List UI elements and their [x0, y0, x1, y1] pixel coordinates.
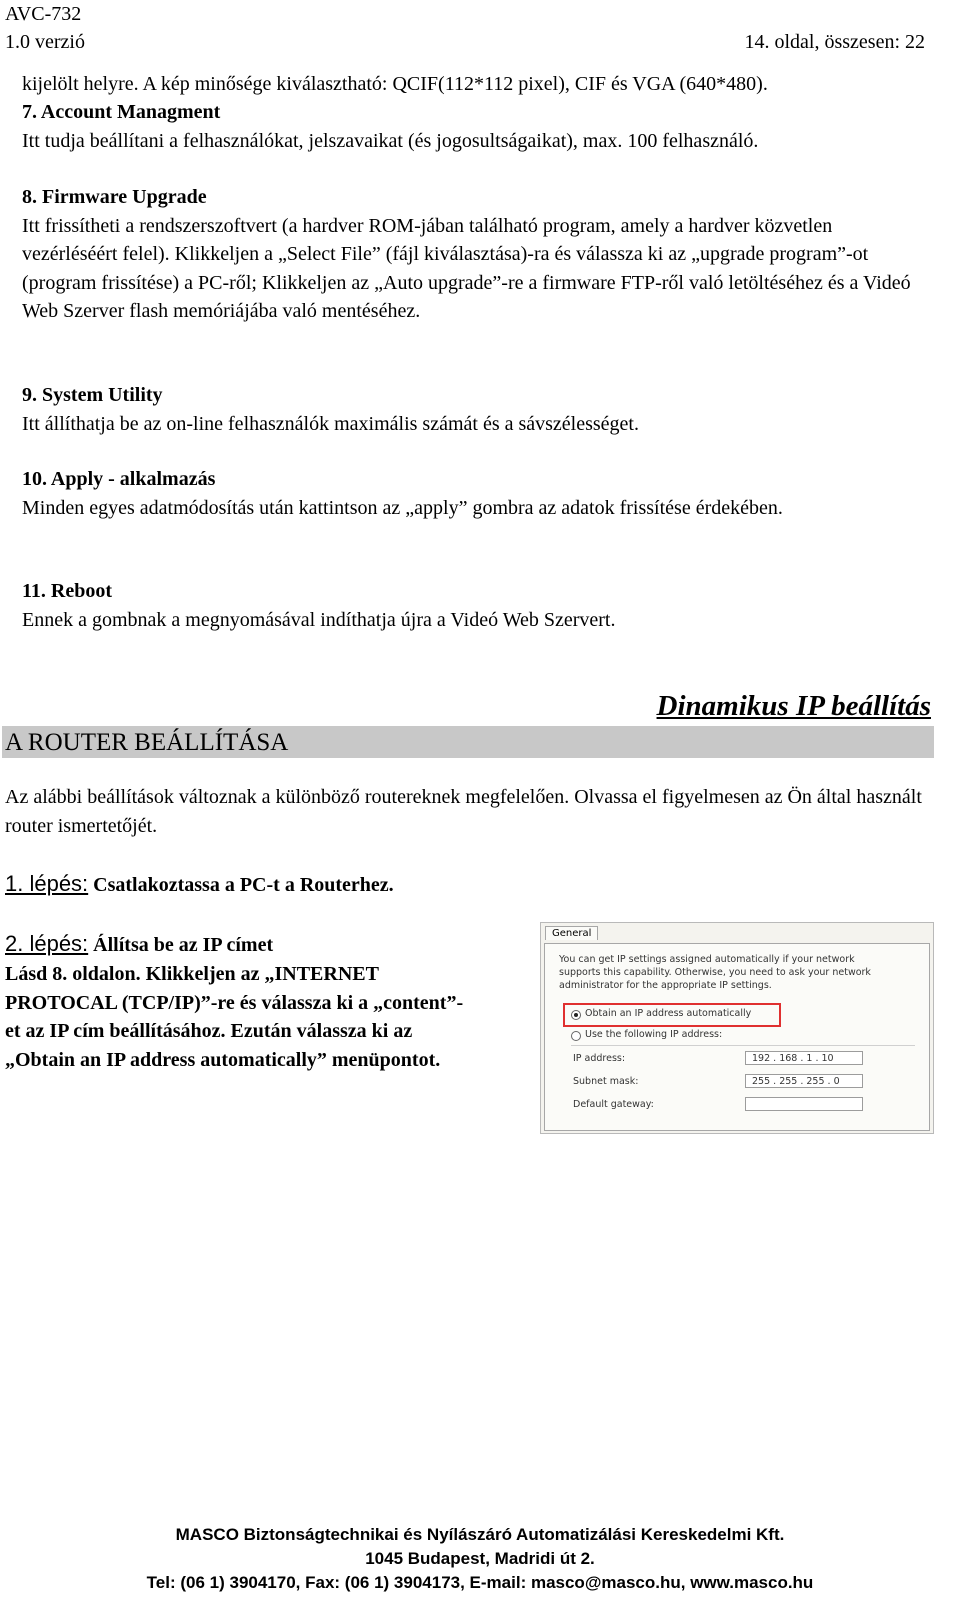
tcpip-properties-screenshot [540, 922, 934, 1134]
section-system-utility [22, 381, 947, 438]
step-2-body: Lásd 8. oldalon. Klikkeljen az „INTERNET PROTOCAL (TCP/IP)”-re és válassza ki a „content”-et az IP cím beállításához. Ezután válassza ki az „Obtain an IP address automatically” menüpontot. [5, 963, 464, 1071]
obtain-ip-radio [571, 1010, 581, 1020]
section-body: Ennek a gombnak a megnyomásával indíthatja újra a Videó Web Szervert. [22, 608, 616, 631]
settings-description: You can get IP settings assigned automatically if your network supports this capability. Otherwise, you need to ask your network administrator for the appropriate IP settings. [559, 954, 871, 991]
section-firmware-upgrade [22, 183, 922, 326]
step-2-text: Állítsa be az IP címet [93, 934, 274, 956]
step-1 [5, 869, 394, 900]
section-body: Minden egyes adatmódosítás után kattintson az „apply” gombra az adatok frissítése érdekében. [22, 496, 783, 519]
ip-address-label: IP address: [573, 1053, 626, 1064]
use-following-label: Use the following IP address: [585, 1029, 723, 1040]
section-heading: 8. Firmware Upgrade [22, 186, 207, 208]
router-section-title: A ROUTER BEÁLLÍTÁSA [5, 729, 289, 756]
document-version: 1.0 verzió [5, 31, 85, 53]
divider [571, 1045, 915, 1046]
step-2-number: 2. lépés: [5, 931, 89, 956]
section-heading: 10. Apply - alkalmazás [22, 468, 216, 490]
section-apply [22, 465, 852, 522]
step-1-text: Csatlakoztassa a PC-t a Routerhez. [93, 874, 394, 896]
section-heading: 9. System Utility [22, 384, 163, 406]
section-heading: 7. Account Managment [22, 101, 221, 123]
subnet-mask-label: Subnet mask: [573, 1076, 639, 1087]
tab-general: General [545, 926, 598, 940]
document-code: AVC-732 [5, 3, 82, 25]
section-reboot [22, 577, 947, 634]
section-body: Itt tudja beállítani a felhasználókat, jelszavaikat (és jogosultságaikat), max. 100 felhasználó. [22, 129, 759, 152]
footer-company: MASCO Biztonságtechnikai és Nyílászáró Automatizálási Kereskedelmi Kft. [175, 1525, 785, 1544]
step-1-number: 1. lépés: [5, 871, 89, 896]
intro-line: kijelölt helyre. A kép minősége kiválasztható: QCIF(112*112 pixel), CIF és VGA (640*480). [22, 73, 768, 95]
footer-contact: Tel: (06 1) 3904170, Fax: (06 1) 3904173, E-mail: masco@masco.hu, www.masco.hu [146, 1573, 814, 1592]
section-body: Itt állíthatja be az on-line felhasználók maximális számát és a sávszélességet. [22, 412, 639, 435]
section-body: Itt frissítheti a rendszerszoftvert (a hardver ROM-jában található program, amely a hardver közvetlen vezérléséért felel). Klikkeljen a „Select File” (fájl kiválasztása)-ra és válassza ki az „upgrade program”-ot (program frissítése) a PC-ről; Klikkeljen az „Auto upgrade”-re a firmware FTP-ről való letöltéséhez és a Videó Web Szerver flash memóriájába való mentéséhez. [22, 214, 911, 322]
use-following-radio [571, 1031, 581, 1041]
subnet-mask-field: 255 . 255 . 255 . 0 [745, 1074, 863, 1088]
footer-address: 1045 Budapest, Madridi út 2. [365, 1549, 595, 1568]
ip-address-field: 192 . 168 . 1 . 10 [745, 1051, 863, 1065]
router-intro: Az alábbi beállítások változnak a különböző routereknek megfelelően. Olvassa el figyelmesen az Ön által használt router ismertetőjét. [5, 786, 922, 837]
section-account-management [22, 98, 947, 155]
section-heading: 11. Reboot [22, 580, 112, 602]
default-gateway-label: Default gateway: [573, 1099, 654, 1110]
dynamic-ip-title: Dinamikus IP beállítás [656, 690, 931, 722]
page-number: 14. oldal, összesen: 22 [744, 31, 925, 53]
step-2 [5, 929, 273, 960]
default-gateway-field [745, 1097, 863, 1111]
obtain-ip-label: Obtain an IP address automatically [585, 1008, 752, 1019]
